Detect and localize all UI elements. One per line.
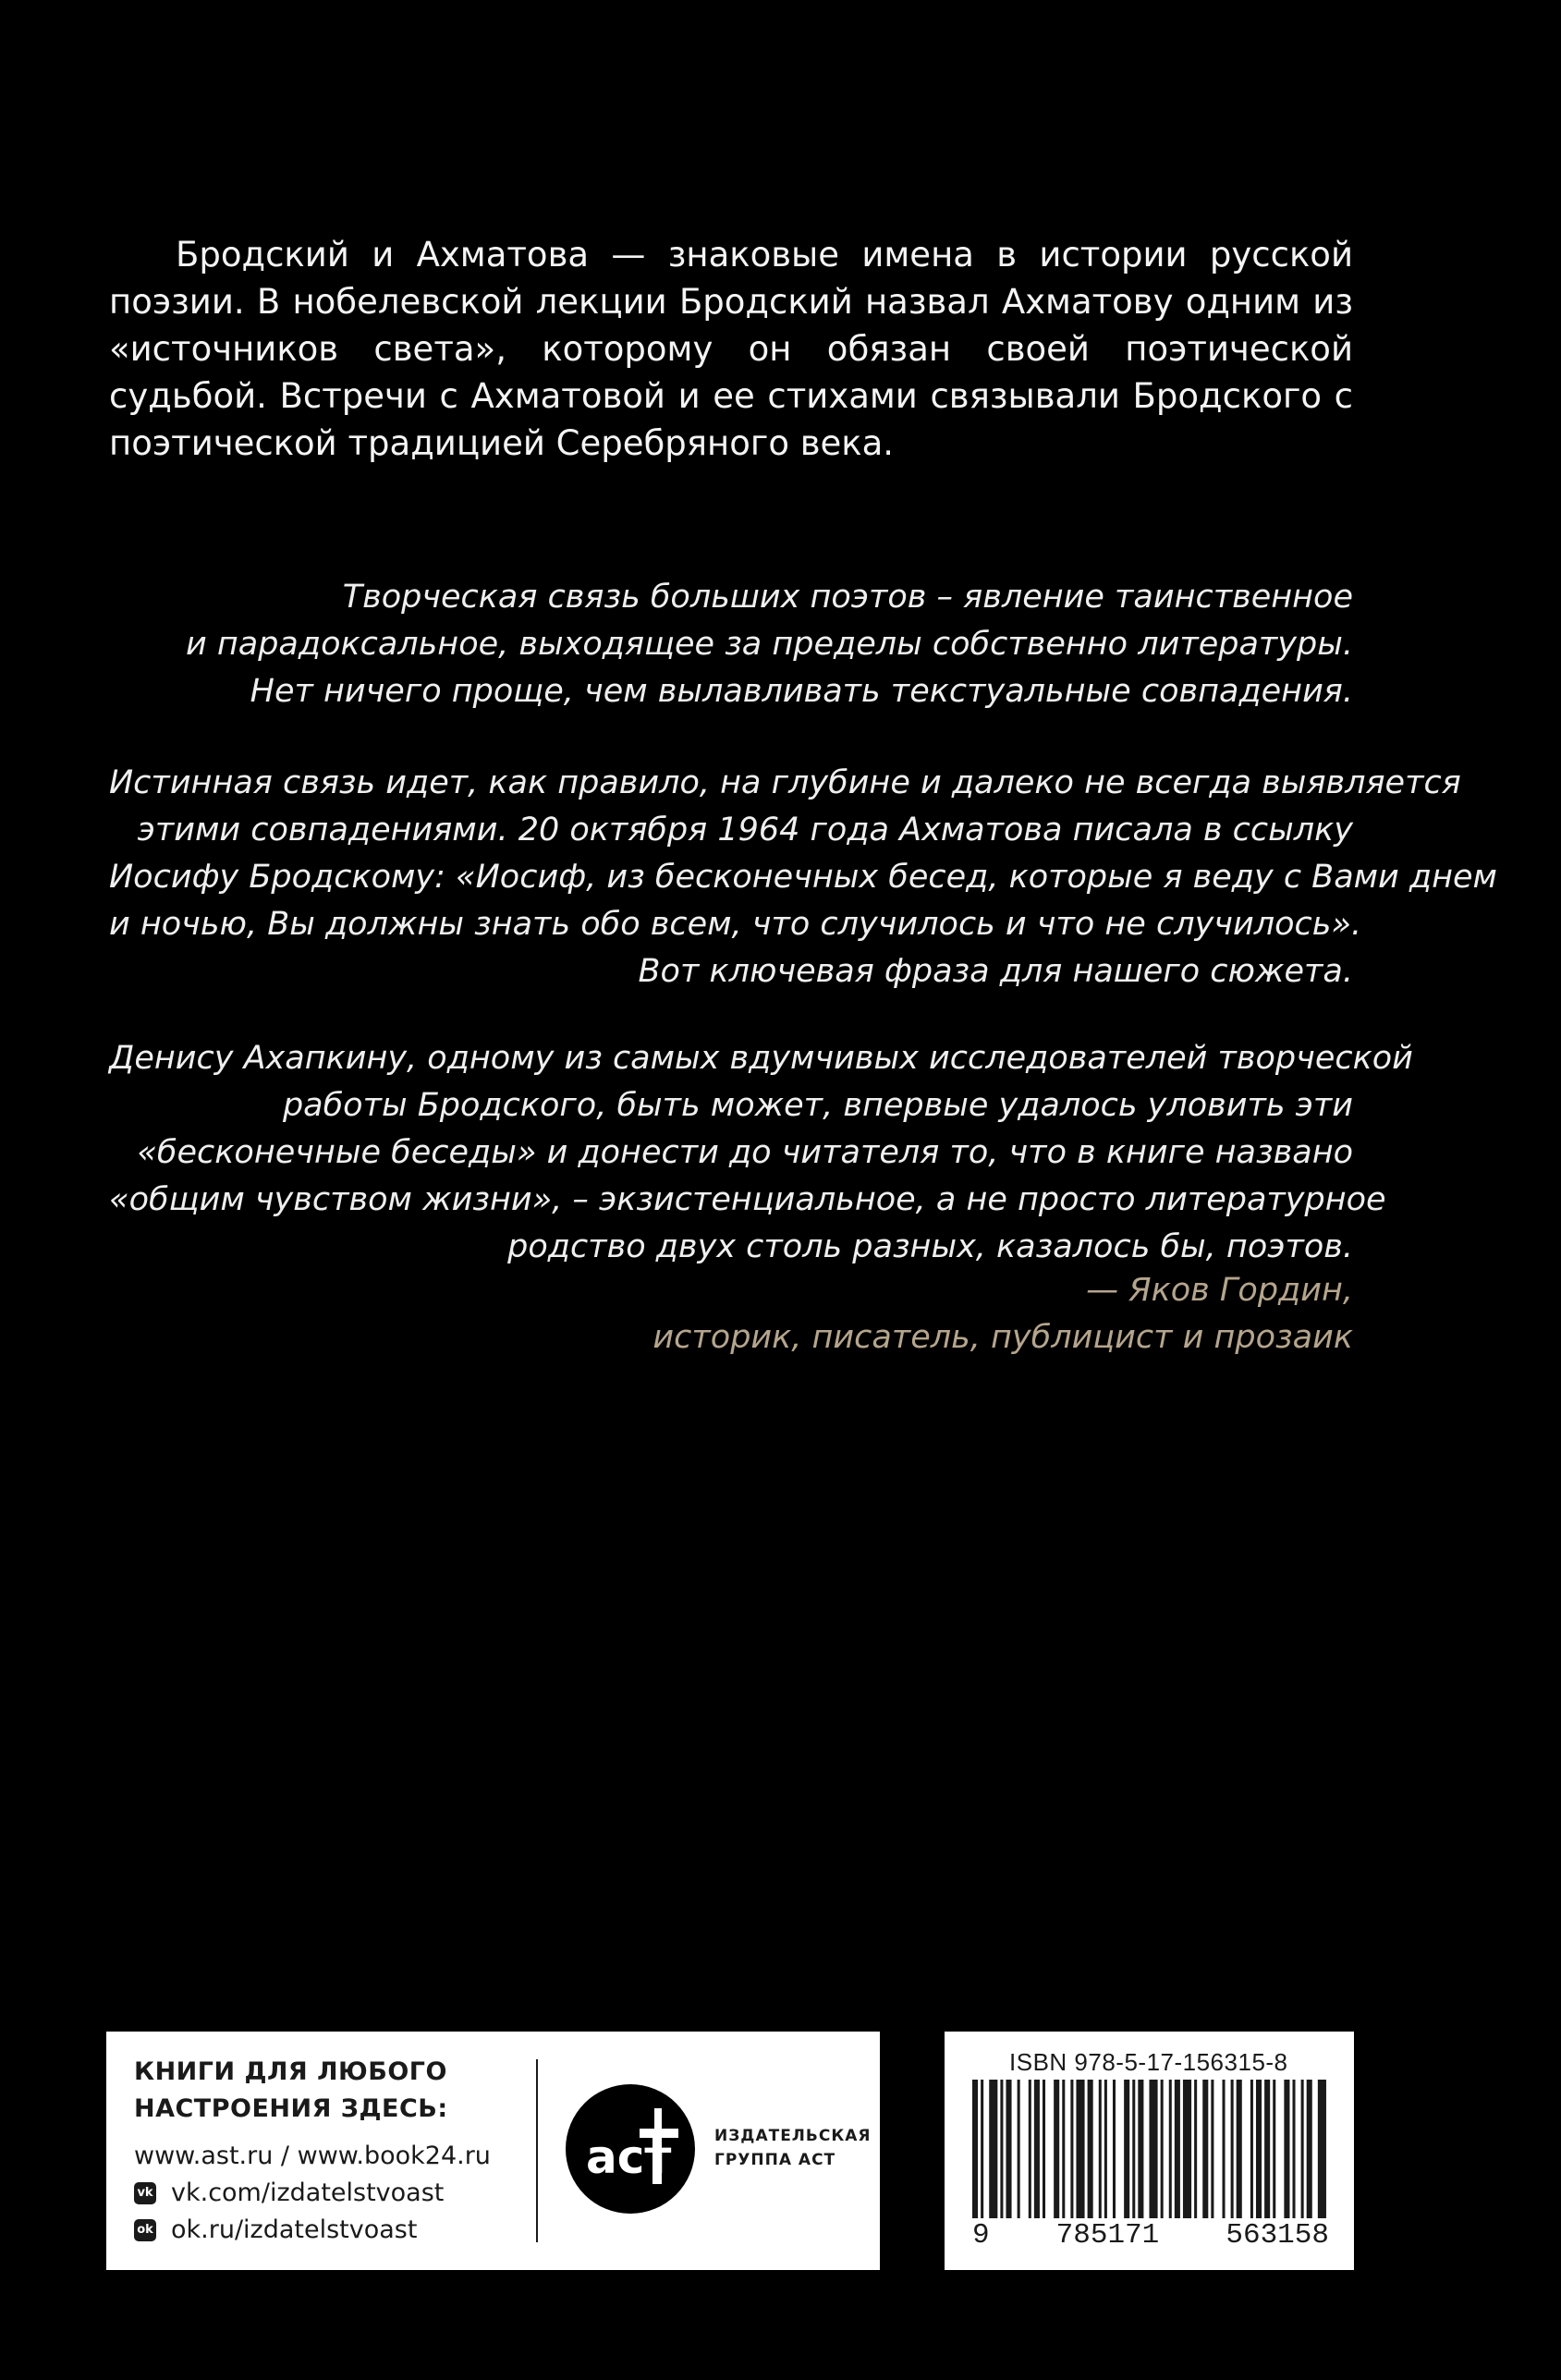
barcode-bar (1034, 2080, 1040, 2218)
website-links[interactable] (134, 2138, 491, 2175)
quote-line: Вот ключевая фраза для нашего сюжета. (638, 953, 1353, 990)
quote-line: Творческая связь больших поэтов – явление таинственное (342, 579, 1353, 616)
quote-line: и парадоксальное, выходящее за пределы собственно литературы. (186, 626, 1353, 663)
barcode-icon (972, 2080, 1329, 2218)
barcode-bar (1088, 2080, 1093, 2218)
quote-line: Денису Ахапкину, одному из самых вдумчивых исследователей творческой (109, 1040, 1413, 1077)
panel-divider (536, 2059, 538, 2242)
promo-title-line: НАСТРОЕНИЯ ЗДЕСЬ: (134, 2094, 448, 2123)
barcode-bar (1029, 2080, 1031, 2218)
barcode-bar (1006, 2080, 1011, 2218)
quote-line: и ночью, Вы должны знать обо всем, что случилось и что не случилось». (109, 906, 1362, 943)
ok-link[interactable] (134, 2212, 491, 2249)
ok-icon: ok (134, 2219, 156, 2241)
promo-links (134, 2138, 491, 2249)
barcode-bar (1149, 2080, 1157, 2218)
barcode-bar (1113, 2080, 1116, 2218)
barcode-bar (1183, 2080, 1191, 2218)
publisher-name-line: ИЗДАТЕЛЬСКАЯ (714, 2127, 872, 2145)
barcode-digit-group: 785171 (1055, 2219, 1160, 2252)
barcode-bar (1132, 2080, 1135, 2218)
barcode-bar (1076, 2080, 1084, 2218)
barcode-bar (1256, 2080, 1262, 2218)
barcode-bar (1318, 2080, 1326, 2218)
barcode-bar (1054, 2080, 1059, 2218)
barcode-bar (1070, 2080, 1073, 2218)
quote-line: родство двух столь разных, казалось бы, поэтов. (507, 1228, 1353, 1265)
quote-line: Иосифу Бродскому: «Иосиф, из бесконечных бесед, которые я веду с Вами днем (109, 859, 1497, 896)
barcode-bar (1099, 2080, 1102, 2218)
barcode-bar (1211, 2080, 1213, 2218)
barcode-bar (1264, 2080, 1270, 2218)
website-links-text[interactable]: www.ast.ru / www.book24.ru (134, 2142, 491, 2170)
barcode-digit-group: 563158 (1226, 2219, 1329, 2252)
promo-title-line: КНИГИ ДЛЯ ЛЮБОГО (134, 2057, 447, 2086)
intro-paragraph: Бродский и Ахматова — знаковые имена в истории русской поэзии. В нобелевской лекции Бродский назвал Ахматову одним из «источников света», которому он обязан своей поэтической судьбой. Встречи с Ахматовой и ее стихами связывали Бродского с поэтической традицией Серебряного века. (109, 235, 1353, 463)
barcode-digit-group: 9 (972, 2219, 990, 2252)
quote-paragraph-1 (109, 574, 1353, 715)
barcode-bar (1237, 2080, 1242, 2218)
barcode-bar (1301, 2080, 1304, 2218)
vk-link[interactable] (134, 2175, 491, 2212)
quote-paragraph-3 (109, 1035, 1413, 1271)
quote-paragraph-2 (109, 760, 1497, 995)
isbn-label: ISBN 978-5-17-156315-8 (1009, 2048, 1288, 2076)
ast-logo-text: аст (586, 2130, 672, 2184)
publisher-panel (106, 2032, 880, 2270)
barcode-bar (1223, 2080, 1226, 2218)
barcode-bar (1202, 2080, 1208, 2218)
barcode-bar (1231, 2080, 1234, 2218)
ok-link-text[interactable]: ok.ru/izdatelstvoast (171, 2215, 418, 2244)
barcode-bar (1175, 2080, 1180, 2218)
quote-line: Истинная связь идет, как правило, на глубине и далеко не всегда выявляется (109, 764, 1461, 801)
publisher-name-line: ГРУППА АСТ (714, 2151, 836, 2169)
quote-line: «бесконечные беседы» и донести до читателя то, что в книге названо (137, 1134, 1353, 1171)
barcode-bar (1104, 2080, 1107, 2218)
barcode-bar (972, 2080, 978, 2218)
barcode-digits (972, 2220, 1329, 2252)
barcode-bar (1194, 2080, 1197, 2218)
quote-line: «общим чувством жизни», – экзистенциальное, а не просто литературное (109, 1181, 1386, 1218)
barcode-bar (1250, 2080, 1253, 2218)
barcode-bar (1273, 2080, 1275, 2218)
barcode-bar (1000, 2080, 1003, 2218)
barcode-bar (989, 2080, 997, 2218)
barcode-bar (1161, 2080, 1164, 2218)
barcode-bar (1018, 2080, 1020, 2218)
vk-icon: vk (134, 2182, 156, 2204)
ast-logo (566, 2084, 695, 2214)
ast-logo-icon (566, 2084, 695, 2214)
barcode-bar (1292, 2080, 1295, 2218)
quote-line: этими совпадениями. 20 октября 1964 года Ахматова писала в ссылку (137, 812, 1353, 848)
barcode-bar (1284, 2080, 1289, 2218)
barcode-bar (1307, 2080, 1312, 2218)
barcode-bar (981, 2080, 983, 2218)
promo-title (134, 2054, 448, 2128)
quote-line: работы Бродского, быть может, впервые удалось уловить эти (282, 1087, 1353, 1124)
barcode-bar (1138, 2080, 1143, 2218)
barcode-bar (1124, 2080, 1129, 2218)
barcode-bar (1169, 2080, 1172, 2218)
publisher-name (714, 2124, 872, 2172)
quote-line: Нет ничего проще, чем вылавливать текстуальные совпадения. (250, 673, 1353, 710)
quote-author-role: историк, писатель, публицист и прозаик (652, 1319, 1353, 1356)
barcode-panel (945, 2032, 1354, 2270)
quote-author-name: — Яков Гордин, (1086, 1272, 1353, 1309)
barcode-bar (1043, 2080, 1045, 2218)
barcode-bar (1062, 2080, 1065, 2218)
vk-link-text[interactable]: vk.com/izdatelstvoast (171, 2179, 445, 2207)
